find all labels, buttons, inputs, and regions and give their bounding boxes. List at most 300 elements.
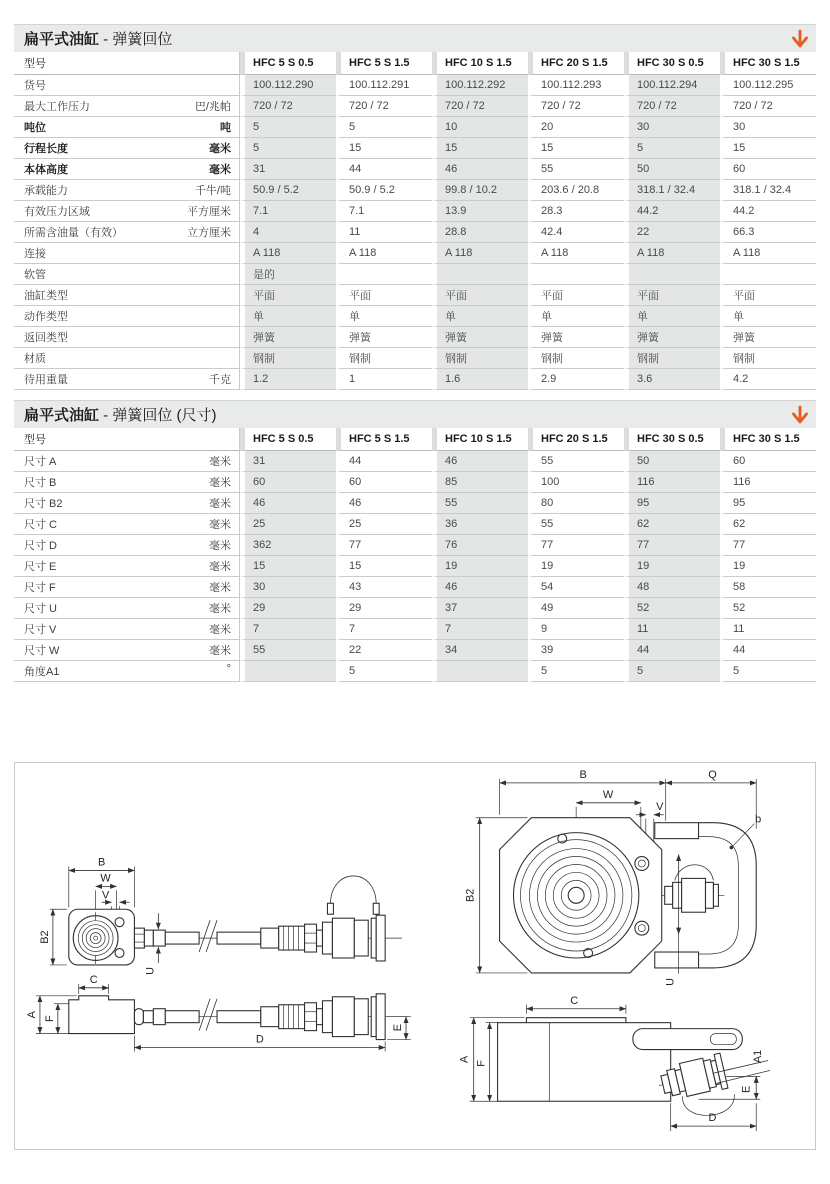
- value-cell: 钢制: [432, 348, 528, 369]
- table-row: [14, 577, 816, 598]
- row-label: 吨位: [24, 122, 46, 134]
- row-label-cell: [14, 640, 240, 661]
- row-label: 尺寸 W: [24, 645, 60, 657]
- value-cell: 弹簧: [528, 327, 624, 348]
- value-cell: 10: [432, 117, 528, 138]
- value-cell: 44: [336, 159, 432, 180]
- dim-label-C: C: [570, 994, 579, 1007]
- value-cell: 52: [720, 598, 816, 619]
- value-cell: 平面: [432, 285, 528, 306]
- value-cell: [720, 264, 816, 285]
- value-cell: A 118: [624, 243, 720, 264]
- row-label: 角度A1: [24, 666, 60, 678]
- row-label-cell: [14, 619, 240, 640]
- value-cell: A 118: [720, 243, 816, 264]
- model-column-header: HFC 20 S 1.5: [528, 428, 624, 451]
- value-cell: 15: [336, 138, 432, 159]
- value-cell: 77: [336, 535, 432, 556]
- value-cell: 720 / 72: [528, 96, 624, 117]
- value-cell: 1: [336, 369, 432, 390]
- table-row: [14, 117, 816, 138]
- dim-label-B: B: [579, 768, 587, 781]
- row-label: 货号: [24, 80, 46, 92]
- row-label: 尺寸 B2: [24, 498, 63, 510]
- value-cell: 22: [624, 222, 720, 243]
- value-cell: 720 / 72: [432, 96, 528, 117]
- value-cell: 54: [528, 577, 624, 598]
- value-cell: 95: [720, 493, 816, 514]
- value-cell: 弹簧: [240, 327, 336, 348]
- table-title-bar: [14, 400, 816, 428]
- row-unit: 毫米: [209, 498, 231, 510]
- table-title: 扁平式油缸: [24, 31, 100, 48]
- model-column-header: HFC 10 S 1.5: [432, 52, 528, 75]
- row-label: 尺寸 E: [24, 561, 57, 573]
- row-unit: 毫米: [209, 561, 231, 573]
- model-column-header: HFC 5 S 1.5: [336, 52, 432, 75]
- value-cell: 15: [240, 556, 336, 577]
- value-cell: 77: [720, 535, 816, 556]
- table-row: [14, 222, 816, 243]
- value-cell: 3.6: [624, 369, 720, 390]
- table-title-bar: [14, 24, 816, 52]
- row-label-cell: [14, 180, 240, 201]
- row-label: 有效压力区域: [24, 206, 90, 218]
- table-row: [14, 138, 816, 159]
- value-cell: 100.112.293: [528, 75, 624, 96]
- row-unit: 吨: [220, 122, 231, 134]
- dim-label-W: W: [602, 788, 614, 801]
- table-row: [14, 285, 816, 306]
- value-cell: 46: [432, 159, 528, 180]
- dim-label-W: W: [100, 872, 111, 885]
- value-cell: 100.112.290: [240, 75, 336, 96]
- note-label-b: b: [755, 813, 762, 826]
- row-unit: 巴/兆帕: [194, 101, 231, 113]
- row-label: 待用重量: [24, 374, 68, 386]
- value-cell: 55: [528, 514, 624, 535]
- row-label: 连接: [24, 248, 46, 260]
- spec-table-card-performance: [14, 24, 816, 390]
- row-label-cell: [14, 661, 240, 682]
- value-cell: 55: [240, 640, 336, 661]
- model-column-header: HFC 30 S 0.5: [624, 428, 720, 451]
- row-label-cell: [14, 535, 240, 556]
- value-cell: A 118: [240, 243, 336, 264]
- row-unit: °: [226, 663, 231, 675]
- value-cell: 77: [528, 535, 624, 556]
- row-label: 最大工作压力: [24, 101, 90, 113]
- value-cell: 62: [624, 514, 720, 535]
- dim-label-E: E: [392, 1023, 405, 1032]
- value-cell: 318.1 / 32.4: [720, 180, 816, 201]
- value-cell: 50: [624, 451, 720, 472]
- row-label-cell: [14, 369, 240, 390]
- value-cell: 52: [624, 598, 720, 619]
- value-cell: 15: [528, 138, 624, 159]
- row-label-cell: [14, 556, 240, 577]
- value-cell: 13.9: [432, 201, 528, 222]
- row-label: 返回类型: [24, 332, 68, 344]
- value-cell: 46: [336, 493, 432, 514]
- value-cell: 弹簧: [432, 327, 528, 348]
- value-cell: 弹簧: [624, 327, 720, 348]
- value-cell: [528, 264, 624, 285]
- row-label: 所需含油量（有效）: [24, 227, 123, 239]
- value-cell: 60: [240, 472, 336, 493]
- table-row: [14, 159, 816, 180]
- value-cell: 46: [432, 577, 528, 598]
- value-cell: 钢制: [720, 348, 816, 369]
- value-cell: 95: [624, 493, 720, 514]
- dim-label-D: D: [708, 1112, 717, 1125]
- value-cell: 7.1: [240, 201, 336, 222]
- model-column-header: HFC 30 S 1.5: [720, 428, 816, 451]
- row-unit: 毫米: [209, 624, 231, 636]
- value-cell: 2.9: [528, 369, 624, 390]
- value-cell: 单: [432, 306, 528, 327]
- value-cell: 60: [720, 159, 816, 180]
- value-cell: 318.1 / 32.4: [624, 180, 720, 201]
- dim-label-V: V: [656, 800, 664, 813]
- value-cell: 362: [240, 535, 336, 556]
- value-cell: 单: [720, 306, 816, 327]
- value-cell: 5: [528, 661, 624, 682]
- row-unit: 毫米: [209, 519, 231, 531]
- value-cell: 42.4: [528, 222, 624, 243]
- row-unit: 毫米: [209, 164, 231, 176]
- dim-label-B2: B2: [464, 888, 477, 903]
- value-cell: 50.9 / 5.2: [336, 180, 432, 201]
- value-cell: 单: [624, 306, 720, 327]
- value-cell: 1.6: [432, 369, 528, 390]
- row-label: 尺寸 D: [24, 540, 57, 552]
- dim-label-Q: Q: [708, 768, 717, 781]
- value-cell: 80: [528, 493, 624, 514]
- row-label-cell: [14, 514, 240, 535]
- value-cell: 1.2: [240, 369, 336, 390]
- value-cell: 58: [720, 577, 816, 598]
- dim-label-U: U: [144, 966, 157, 975]
- value-cell: 46: [240, 493, 336, 514]
- value-cell: 36: [432, 514, 528, 535]
- value-cell: 55: [528, 159, 624, 180]
- value-cell: 28.3: [528, 201, 624, 222]
- value-cell: 平面: [336, 285, 432, 306]
- value-cell: 7: [240, 619, 336, 640]
- value-cell: 29: [240, 598, 336, 619]
- spec-table: [14, 52, 816, 390]
- value-cell: 77: [624, 535, 720, 556]
- table-row: [14, 75, 816, 96]
- dim-label-C: C: [89, 973, 98, 986]
- value-cell: 钢制: [336, 348, 432, 369]
- model-column-header: HFC 5 S 0.5: [240, 428, 336, 451]
- table-row: [14, 451, 816, 472]
- value-cell: A 118: [336, 243, 432, 264]
- row-label-cell: [14, 138, 240, 159]
- value-cell: 46: [432, 451, 528, 472]
- row-label: 行程长度: [24, 143, 68, 155]
- value-cell: 30: [624, 117, 720, 138]
- value-cell: 22: [336, 640, 432, 661]
- value-cell: 100.112.292: [432, 75, 528, 96]
- table-row: [14, 264, 816, 285]
- row-label-cell: [14, 75, 240, 96]
- value-cell: 19: [624, 556, 720, 577]
- value-cell: 25: [336, 514, 432, 535]
- model-column-header: HFC 20 S 1.5: [528, 52, 624, 75]
- value-cell: 720 / 72: [336, 96, 432, 117]
- table-row: [14, 180, 816, 201]
- value-cell: 单: [336, 306, 432, 327]
- value-cell: 44: [720, 640, 816, 661]
- front-view-small-cylinder: [39, 856, 402, 974]
- model-row-label: 型号: [14, 428, 240, 451]
- value-cell: 85: [432, 472, 528, 493]
- value-cell: A 118: [432, 243, 528, 264]
- value-cell: 单: [240, 306, 336, 327]
- row-label: 动作类型: [24, 311, 68, 323]
- value-cell: [240, 661, 336, 682]
- value-cell: 39: [528, 640, 624, 661]
- value-cell: 28.8: [432, 222, 528, 243]
- value-cell: 钢制: [240, 348, 336, 369]
- row-label: 尺寸 C: [24, 519, 57, 531]
- value-cell: 99.8 / 10.2: [432, 180, 528, 201]
- row-label-cell: [14, 243, 240, 264]
- row-label-cell: [14, 222, 240, 243]
- value-cell: 11: [624, 619, 720, 640]
- value-cell: 31: [240, 451, 336, 472]
- value-cell: 44.2: [720, 201, 816, 222]
- row-label-cell: [14, 598, 240, 619]
- spec-table: [14, 428, 816, 682]
- jump-down-arrow-icon[interactable]: [791, 405, 809, 426]
- row-unit: 毫米: [209, 477, 231, 489]
- row-unit: 千牛/吨: [194, 185, 231, 197]
- value-cell: 31: [240, 159, 336, 180]
- spec-table-card-dimensions: [14, 400, 816, 682]
- value-cell: 29: [336, 598, 432, 619]
- model-column-header: HFC 5 S 0.5: [240, 52, 336, 75]
- dim-label-E: E: [740, 1085, 753, 1093]
- table-row: [14, 306, 816, 327]
- value-cell: 15: [720, 138, 816, 159]
- value-cell: 5: [336, 117, 432, 138]
- value-cell: 50: [624, 159, 720, 180]
- table-row: [14, 243, 816, 264]
- table-title-suffix: - 弹簧回位: [99, 31, 173, 48]
- value-cell: 100: [528, 472, 624, 493]
- value-cell: 钢制: [528, 348, 624, 369]
- row-unit: 平方厘米: [187, 206, 231, 218]
- value-cell: 弹簧: [336, 327, 432, 348]
- dim-label-B2: B2: [38, 930, 51, 944]
- value-cell: 19: [432, 556, 528, 577]
- row-label: 本体高度: [24, 164, 68, 176]
- value-cell: 30: [720, 117, 816, 138]
- value-cell: 5: [336, 661, 432, 682]
- row-label-cell: [14, 577, 240, 598]
- value-cell: 19: [720, 556, 816, 577]
- value-cell: 48: [624, 577, 720, 598]
- table-row: [14, 201, 816, 222]
- table-row: [14, 598, 816, 619]
- table-row: [14, 348, 816, 369]
- value-cell: 15: [432, 138, 528, 159]
- table-row: [14, 640, 816, 661]
- value-cell: A 118: [528, 243, 624, 264]
- value-cell: 100.112.291: [336, 75, 432, 96]
- value-cell: 720 / 72: [720, 96, 816, 117]
- row-label: 尺寸 U: [24, 603, 57, 615]
- table-row: [14, 535, 816, 556]
- value-cell: 55: [432, 493, 528, 514]
- dim-label-F: F: [43, 1015, 56, 1023]
- value-cell: 7.1: [336, 201, 432, 222]
- value-cell: 单: [528, 306, 624, 327]
- value-cell: 44: [336, 451, 432, 472]
- value-cell: 平面: [624, 285, 720, 306]
- row-label-cell: [14, 451, 240, 472]
- value-cell: 60: [720, 451, 816, 472]
- dim-label-A: A: [25, 1011, 38, 1019]
- table-title: 扁平式油缸: [24, 407, 100, 424]
- value-cell: 是的: [240, 264, 336, 285]
- dim-label-U: U: [664, 977, 677, 986]
- row-label-cell: [14, 472, 240, 493]
- value-cell: 66.3: [720, 222, 816, 243]
- value-cell: 平面: [720, 285, 816, 306]
- value-cell: 11: [720, 619, 816, 640]
- table-row: [14, 472, 816, 493]
- row-label: 尺寸 V: [24, 624, 57, 636]
- value-cell: 100.112.294: [624, 75, 720, 96]
- value-cell: 37: [432, 598, 528, 619]
- jump-down-arrow-icon[interactable]: [791, 29, 809, 50]
- row-label-cell: [14, 264, 240, 285]
- cylinder-technical-drawing: [15, 763, 815, 1149]
- value-cell: [432, 661, 528, 682]
- value-cell: 116: [720, 472, 816, 493]
- model-column-header: HFC 30 S 0.5: [624, 52, 720, 75]
- model-row-label: 型号: [14, 52, 240, 75]
- row-label: 尺寸 F: [24, 582, 56, 594]
- row-label-cell: [14, 96, 240, 117]
- row-label-cell: [14, 493, 240, 514]
- model-column-header: HFC 5 S 1.5: [336, 428, 432, 451]
- value-cell: 720 / 72: [240, 96, 336, 117]
- row-label: 油缸类型: [24, 290, 68, 302]
- value-cell: 203.6 / 20.8: [528, 180, 624, 201]
- value-cell: 7: [336, 619, 432, 640]
- value-cell: 15: [336, 556, 432, 577]
- value-cell: 4.2: [720, 369, 816, 390]
- table-row: [14, 96, 816, 117]
- value-cell: 9: [528, 619, 624, 640]
- value-cell: 弹簧: [720, 327, 816, 348]
- value-cell: 5: [720, 661, 816, 682]
- value-cell: 4: [240, 222, 336, 243]
- value-cell: 25: [240, 514, 336, 535]
- model-column-header: HFC 30 S 1.5: [720, 52, 816, 75]
- row-label-cell: [14, 159, 240, 180]
- model-header-row: [14, 428, 816, 451]
- value-cell: 34: [432, 640, 528, 661]
- dim-label-V: V: [101, 889, 110, 902]
- value-cell: 100.112.295: [720, 75, 816, 96]
- row-label: 承载能力: [24, 185, 68, 197]
- value-cell: 平面: [528, 285, 624, 306]
- row-label: 材质: [24, 353, 46, 365]
- model-column-header: HFC 10 S 1.5: [432, 428, 528, 451]
- value-cell: 平面: [240, 285, 336, 306]
- row-unit: 千克: [209, 374, 231, 386]
- row-label: 软管: [24, 269, 46, 281]
- value-cell: [336, 264, 432, 285]
- table-row: [14, 661, 816, 682]
- table-row: [14, 493, 816, 514]
- row-unit: 毫米: [209, 540, 231, 552]
- row-label-cell: [14, 306, 240, 327]
- table-row: [14, 369, 816, 390]
- model-header-row: [14, 52, 816, 75]
- row-label: 尺寸 B: [24, 477, 57, 489]
- value-cell: 50.9 / 5.2: [240, 180, 336, 201]
- dim-label-A: A: [458, 1055, 471, 1064]
- table-row: [14, 556, 816, 577]
- table-row: [14, 514, 816, 535]
- value-cell: [624, 264, 720, 285]
- value-cell: 76: [432, 535, 528, 556]
- value-cell: 19: [528, 556, 624, 577]
- row-label-cell: [14, 285, 240, 306]
- dim-label-F: F: [475, 1060, 488, 1067]
- side-view-small-cylinder: [26, 974, 411, 1052]
- row-label-cell: [14, 201, 240, 222]
- row-unit: 毫米: [209, 645, 231, 657]
- row-unit: 立方厘米: [187, 227, 231, 239]
- technical-drawing-panel: [14, 762, 816, 1150]
- row-unit: 毫米: [209, 603, 231, 615]
- table-row: [14, 619, 816, 640]
- table-row: [14, 327, 816, 348]
- value-cell: 20: [528, 117, 624, 138]
- table-title-suffix: - 弹簧回位 (尺寸): [99, 407, 217, 424]
- front-view-large-cylinder: [465, 769, 762, 986]
- value-cell: 49: [528, 598, 624, 619]
- value-cell: 钢制: [624, 348, 720, 369]
- value-cell: 44.2: [624, 201, 720, 222]
- value-cell: [432, 264, 528, 285]
- row-unit: 毫米: [209, 143, 231, 155]
- value-cell: 44: [624, 640, 720, 661]
- dim-label-D: D: [255, 1033, 264, 1046]
- side-view-large-cylinder: [459, 995, 770, 1131]
- value-cell: 5: [624, 138, 720, 159]
- value-cell: 60: [336, 472, 432, 493]
- row-label-cell: [14, 117, 240, 138]
- value-cell: 5: [240, 117, 336, 138]
- value-cell: 62: [720, 514, 816, 535]
- row-unit: 毫米: [209, 582, 231, 594]
- value-cell: 5: [624, 661, 720, 682]
- value-cell: 116: [624, 472, 720, 493]
- value-cell: 43: [336, 577, 432, 598]
- value-cell: 7: [432, 619, 528, 640]
- value-cell: 720 / 72: [624, 96, 720, 117]
